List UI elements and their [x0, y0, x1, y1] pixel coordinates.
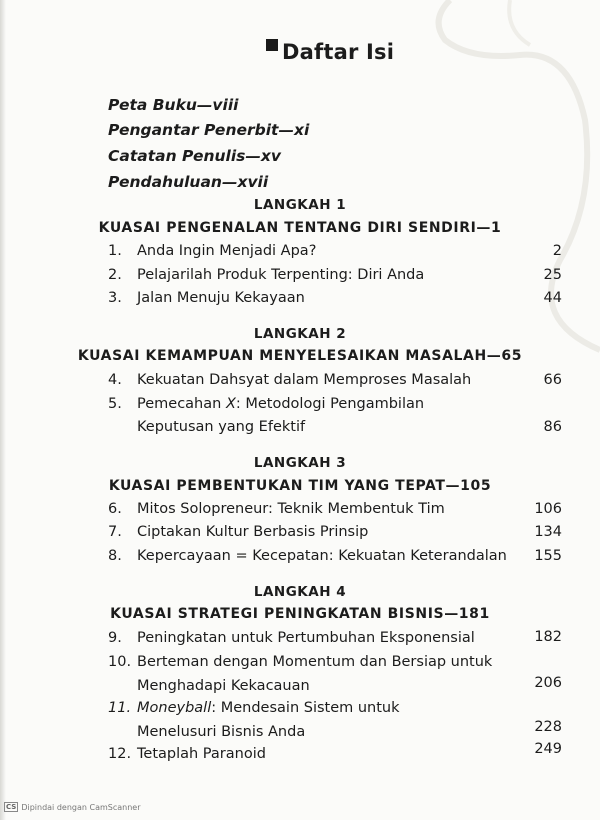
- chapter-number: 3.: [108, 290, 122, 306]
- faint-background-illustration: [410, 0, 600, 360]
- section-step-label: LANGKAH 1: [253, 197, 347, 213]
- chapter-title-continued: Keputusan yang Efektif: [137, 419, 306, 435]
- front-matter-item: Catatan Penulis—xv: [108, 147, 281, 165]
- chapter-title: Jalan Menuju Kekayaan: [137, 290, 305, 306]
- chapter-title: Pemecahan X: Metodologi Pengambilan: [137, 396, 425, 412]
- front-matter-item: Peta Buku—viii: [108, 96, 239, 114]
- chapter-title: Tetaplah Paranoid: [137, 746, 266, 762]
- chapter-number: 5.: [108, 396, 122, 412]
- camscanner-logo-icon: CS: [6, 803, 17, 811]
- chapter-number: 8.: [108, 548, 122, 564]
- chapter-page: 25: [543, 267, 562, 283]
- front-matter-item: Pendahuluan—xvii: [108, 173, 269, 191]
- chapter-title-continued: Menelusuri Bisnis Anda: [137, 724, 306, 740]
- chapter-title: Peningkatan untuk Pertumbuhan Eksponensial: [137, 630, 475, 646]
- chapter-number: 9.: [108, 630, 122, 646]
- scanner-watermark-text: Dipindai dengan CamScanner: [21, 802, 141, 812]
- chapter-title: Berteman dengan Momentum dan Bersiap untuk: [137, 654, 493, 670]
- page-edge-shadow: [0, 0, 6, 820]
- square-bullet-icon: [266, 39, 278, 51]
- scanner-watermark: [4, 802, 141, 812]
- title-block: [266, 40, 394, 64]
- chapter-title: Kekuatan Dahsyat dalam Memproses Masalah: [137, 372, 472, 388]
- chapter-page: 228: [534, 719, 562, 735]
- chapter-page: 206: [534, 675, 562, 691]
- section-step-label: LANGKAH 2: [253, 326, 347, 342]
- chapter-page: 155: [534, 548, 562, 564]
- chapter-page: 66: [543, 372, 562, 388]
- chapter-page: 2: [552, 243, 562, 259]
- chapter-page: 134: [534, 524, 562, 540]
- chapter-number: 4.: [108, 372, 122, 388]
- chapter-title: [137, 700, 400, 716]
- chapter-number: 6.: [108, 501, 122, 517]
- front-matter-item: Pengantar Penerbit—xi: [108, 121, 310, 139]
- section-step-label: LANGKAH 4: [253, 584, 347, 600]
- chapter-number: 12.: [108, 746, 132, 762]
- chapter-title: Ciptakan Kultur Berbasis Prinsip: [137, 524, 369, 540]
- chapter-title: Mitos Solopreneur: Teknik Membentuk Tim: [137, 501, 445, 517]
- chapter-title: Pelajarilah Produk Terpenting: Diri Anda: [137, 267, 425, 283]
- chapter-number: 7.: [108, 524, 122, 540]
- chapter-number: 1.: [108, 243, 122, 259]
- chapter-page: 44: [543, 290, 562, 306]
- chapter-title: Kepercayaan = Kecepatan: Kekuatan Keterandalan: [137, 548, 507, 564]
- chapter-page: 86: [543, 419, 562, 435]
- section-heading: KUASAI STRATEGI PENINGKATAN BISNIS—181: [110, 606, 490, 622]
- chapter-number: 11.: [108, 700, 132, 716]
- chapter-number: 2.: [108, 267, 122, 283]
- chapter-page: 182: [534, 629, 562, 645]
- chapter-11-title-text: Moneyball: Mendesain Sistem untuk: [137, 700, 400, 716]
- chapter-page: 106: [534, 501, 562, 517]
- chapter-page: 249: [534, 741, 562, 757]
- chapter-title-continued: Menghadapi Kekacauan: [137, 678, 310, 694]
- section-heading: KUASAI PEMBENTUKAN TIM YANG TEPAT—105: [108, 478, 492, 494]
- section-heading: KUASAI PENGENALAN TENTANG DIRI SENDIRI—1: [98, 220, 502, 236]
- chapter-number: 10.: [108, 654, 132, 670]
- page-title: Daftar Isi: [282, 40, 395, 64]
- section-step-label: LANGKAH 3: [253, 455, 347, 471]
- section-heading: KUASAI KEMAMPUAN MENYELESAIKAN MASALAH—65: [77, 348, 523, 364]
- chapter-title: Anda Ingin Menjadi Apa?: [137, 243, 317, 259]
